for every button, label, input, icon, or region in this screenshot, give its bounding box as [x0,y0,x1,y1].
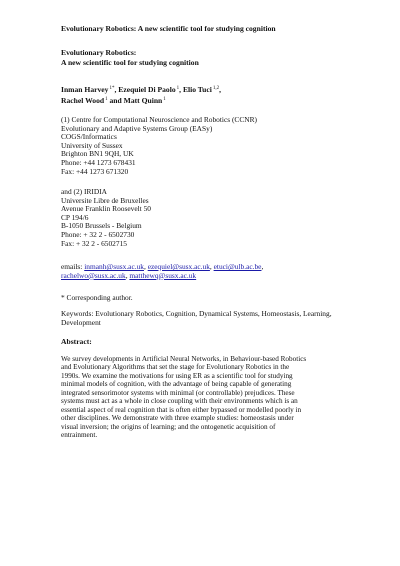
abstract-heading: Abstract: [61,337,92,346]
affiliation-line: University of Sussex [61,140,123,150]
abstract-line: other disciplines. We demonstrate with three example studies: homeostasis under [61,414,294,423]
author-affiliation-mark: 1* [109,86,115,91]
email-link[interactable]: etuci@ulb.ac.be [213,262,262,271]
affiliation-line: Universite Libre de Bruxelles [61,195,149,205]
abstract-body [61,355,306,440]
author-name: Rachel Wood [61,96,105,106]
email-line-1: emails: inmanh@susx.ac.uk, ezequiel@susx.ac.uk, etuci@ulb.ac.be, [61,262,264,271]
abstract-line: 1990s. We examine the motivations for using ER as a scientific tool for studying [61,371,293,380]
author-name: Elio Tuci [182,85,212,94]
abstract-line: minimal models of cognition, with the advantage of being capable of generating [61,380,292,389]
email-link[interactable]: rachelwo@susx.ac.uk [61,270,126,280]
affiliation-line: COGS/Informatics [61,132,117,142]
abstract-line: systems must act as a whole in close coupling with their environments which is an [61,397,298,406]
affiliation-line: (1) Centre for Computational Neuroscience and Robotics (CCNR) [61,115,258,124]
affiliation-line: Brighton BN1 9QH, UK [61,149,134,159]
title-line-2: A new scientific tool for studying cognition [61,57,199,67]
author-affiliation-mark: 1 [163,97,166,103]
email-link[interactable]: ezequiel@susx.ac.uk [147,262,210,271]
author-line-1: Inman Harvey$^{1*}$, Ezequiel Di Paolo$^1$, Elio Tuci$^{1,2}$, [61,85,222,94]
abstract-line: and Evolutionary Algorithms that set the stage for Evolutionary Robotics in the [61,363,290,372]
abstract-line: entrainment. [61,431,98,440]
author-name: Ezequiel Di Paolo [118,85,176,94]
abstract-line: visual inversion; the origins of learning; and the ontogenetic acquisition of [61,422,276,431]
author-affiliation-mark: 1 [176,86,180,91]
author-name: Inman Harvey [61,85,109,94]
email-link[interactable]: inmanh@susx.ac.uk [84,262,144,271]
abstract-line: essential aspect of real cognition that is often either bypassed or modelled poorly in [61,405,302,414]
affiliation-line: Avenue Franklin Roosevelt 50 [61,204,151,214]
affiliation-line: CP 194/6 [61,212,89,222]
email-link[interactable]: matthewq@susx.ac.uk [129,270,197,280]
corresponding-author-note: * Corresponding author. [61,293,133,302]
affiliation-line: Fax: + 32 2 - 6502715 [61,238,127,248]
abstract-line: We survey developments in Artificial Neural Networks, in Behaviour-based Robotics [61,355,307,363]
paper-title [61,48,199,67]
title-line-1: Evolutionary Robotics: [61,48,137,57]
affiliation-2 [61,188,151,248]
affiliation-line: B-1050 Brussels - Belgium [61,221,142,231]
affiliation-line: Fax: +44 1273 671320 [61,166,129,176]
affiliation-line: Evolutionary and Adaptive Systems Group (EASy) [61,123,213,133]
keywords: Keywords: Evolutionary Robotics, Cognition, Dynamical Systems, Homeostasis, Learning, Development [61,309,332,327]
author-affiliation-mark: 1 [105,97,108,103]
author-name: Matt Quinn [123,96,163,106]
author-line-2: Rachel Wood$^1$ and Matt Quinn$^1$ [61,96,166,106]
running-header: Evolutionary Robotics: A new scientific tool for studying cognition [61,24,276,33]
abstract-line: integrated sensorimotor systems with minimal (or controllable) prejudices. These [61,388,295,397]
author-affiliation-mark: 1,2 [212,86,220,91]
affiliation-line: and (2) IRIDIA [61,187,107,196]
affiliation-1 [61,116,257,176]
emails-label: emails: [61,262,83,271]
affiliation-line: Phone: +44 1273 678431 [61,157,136,167]
affiliation-line: Phone: + 32 2 - 6502730 [61,229,135,239]
email-list [61,263,263,280]
email-line-2: rachelwo@susx.ac.uk, matthewq@susx.ac.uk [61,270,197,280]
author-list [61,84,221,107]
